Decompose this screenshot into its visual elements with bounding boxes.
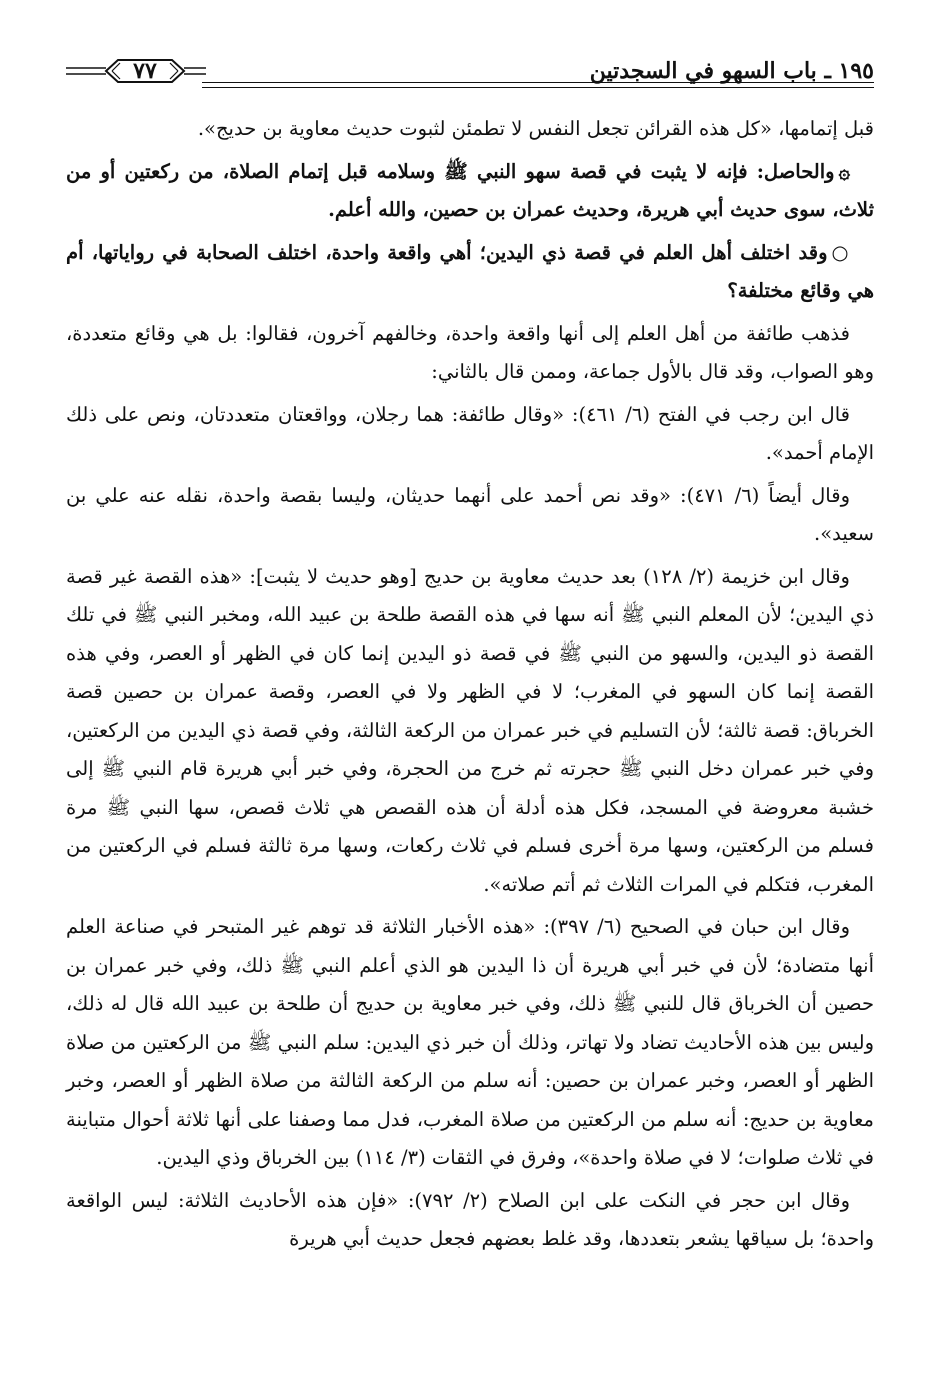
paragraph-7-text: وقال ابن خزيمة (٢/ ١٢٨) بعد حديث معاوية بن حديج [وهو حديث لا يثبت]: «هذه القصة غير قصة ذي اليدين؛ لأن المعلم النبي ﷺ أنه سها في هذه القصة طلحة بن عبيد الله، ومخبر النبي ﷺ في تلك القصة ذو اليدين، والسهو من النبي ﷺ في قصة ذو اليدين إنما كان في الظهر أو العصر، وفي هذه القصة إنما كان السهو في المغرب؛ لا في الظهر ولا في العصر، وقصة عمران بن حصين قصة الخرباق: قصة ثالثة؛ لأن التسليم في خبر عمران من الركعة الثالثة، وفي قصة ذي اليدين من الركعتين، وفي خبر عمران دخل النبي ﷺ حجرته ثم خرج من الحجرة، وفي خبر أبي هريرة قام النبي ﷺ إلى خشبة معروضة في المسجد، فكل هذه أدلة أن هذه القصص هي ثلاث قصص، سها النبي ﷺ مرة فسلم من الركعتين، وسها مرة أخرى فسلم في ثلاث ركعات، وسها مرة ثالثة فسلم في الركعتين من المغرب، فتكلم في المرات الثلاث ثم أتم صلاته».	[66, 564, 874, 896]
header-rule	[202, 82, 874, 88]
paragraph-2-text: والحاصل: فإنه لا يثبت في قصة سهو النبي ﷺ وسلامه قبل إتمام الصلاة، من ركعتين أو من ثلاث، سوى حديث أبي هريرة، وحديث عمران بن حصين، والله أعلم.	[66, 159, 874, 221]
circle-marker-icon: ○	[831, 240, 850, 264]
paragraph-2	[66, 153, 874, 230]
body-text	[66, 110, 874, 1259]
paragraph-9	[66, 1182, 874, 1259]
paragraph-3	[66, 234, 874, 311]
flower-marker-icon: ۞	[838, 159, 850, 183]
paragraph-7	[66, 558, 874, 905]
paragraph-9-text: وقال ابن حجر في النكت على ابن الصلاح (٢/ ٧٩٢): «فإن هذه الأحاديث الثلاثة: ليس الواقعة واحدة؛ بل سياقها يشعر بتعددها، وقد غلط بعضهم فجعل حديث أبي هريرة	[66, 1188, 874, 1250]
paragraph-4	[66, 315, 874, 392]
paragraph-6-text: وقال أيضاً (٦/ ٤٧١): «وقد نص أحمد على أنهما حديثان، وليسا بقصة واحدة، نقله عنه علي بن سعيد».	[66, 483, 874, 545]
paragraph-8	[66, 908, 874, 1178]
book-page	[66, 40, 874, 1370]
paragraph-4-text: فذهب طائفة من أهل العلم إلى أنها واقعة واحدة، وخالفهم آخرون، فقالوا: بل هي وقائع متعددة، وهو الصواب، وقد قال بالأول جماعة، وممن قال بالثاني:	[66, 321, 874, 383]
paragraph-1	[66, 110, 874, 149]
paragraph-3-text: وقد اختلف أهل العلم في قصة ذي اليدين؛ أهي واقعة واحدة، اختلف الصحابة في رواياتها، أم هي وقائع مختلفة؟	[66, 240, 874, 302]
paragraph-5	[66, 396, 874, 473]
page-header	[66, 40, 874, 98]
paragraph-8-text: وقال ابن حبان في الصحيح (٦/ ٣٩٧): «هذه الأخبار الثلاثة قد توهم غير المتبحر في صناعة العلم أنها متضادة؛ لأن في خبر أبي هريرة أن ذا اليدين هو الذي أعلم النبي ﷺ ذلك، وفي خبر عمران بن حصين أن الخرباق قال للنبي ﷺ ذلك، وفي خبر معاوية بن حديج أن طلحة بن عبيد الله قال له ذلك، وليس بين هذه الأحاديث تضاد ولا تهاتر، وذلك أن خبر ذي اليدين: سلم النبي ﷺ من الركعتين من صلاة الظهر أو العصر، وخبر عمران بن حصين: أنه سلم من الركعة الثالثة من صلاة الظهر أو العصر، وخبر معاوية بن حديج: أنه سلم من الركعتين من صلاة المغرب، فدل مما وصفنا على أنها ثلاثة أحوال متباينة في ثلاث صلوات؛ لا في صلاة واحدة»، وفرق في الثقات (٣/ ١١٤) بين الخرباق وذي اليدين.	[66, 915, 874, 1169]
paragraph-1-text: قبل إتمامها، «كل هذه القرائن تجعل النفس لا تطمئن لثبوت حديث معاوية بن حديج».	[197, 117, 874, 140]
paragraph-5-text: قال ابن رجب في الفتح (٦/ ٤٦١): «وقال طائفة: هما رجلان، وواقعتان متعددتان، ونص على ذلك الإمام أحمد».	[66, 402, 874, 464]
running-title: ١٩٥ ـ باب السهو في السجدتين	[589, 58, 874, 84]
page-number: ٧٧	[133, 58, 157, 84]
page-number-ornament	[66, 52, 206, 92]
paragraph-6	[66, 477, 874, 554]
